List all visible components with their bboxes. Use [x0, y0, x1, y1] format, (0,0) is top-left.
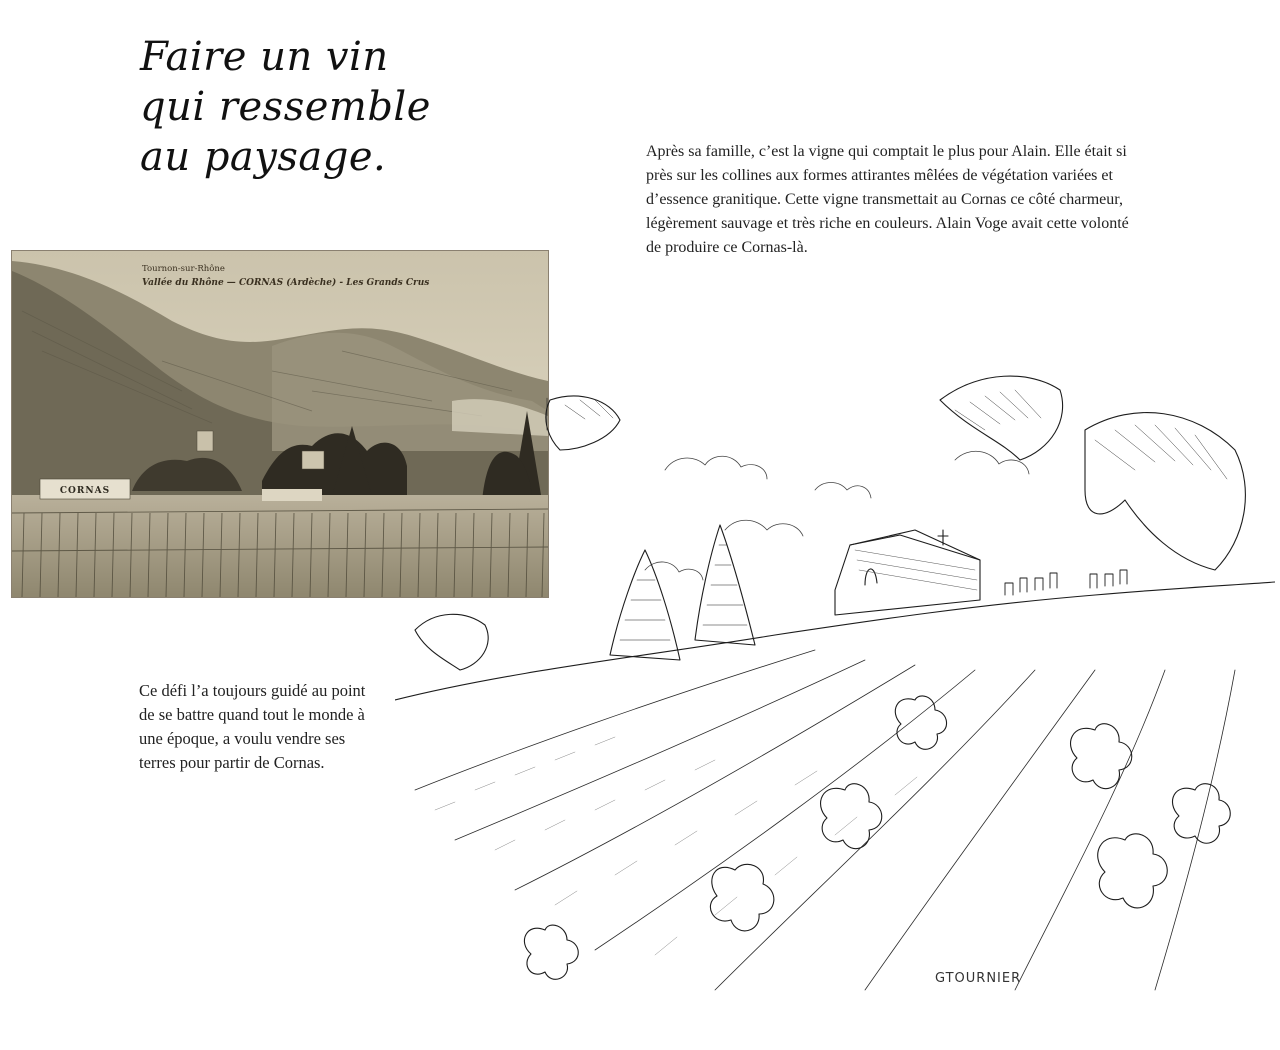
title-line-2: qui ressemble [140, 84, 431, 130]
vineyard-sketch-drawing [395, 370, 1275, 1010]
intro-paragraph: Après sa famille, c’est la vigne qui comptait le plus pour Alain. Elle était si près sur les collines aux formes attirantes mêlées de végétation variées et d’essence granitique. Cette vigne transmettait au Cornas ce côté charmeur, légèrement sauvage et très riche en couleurs. Alain Voge avait cette volonté de produire ce Cornas-là. [646, 143, 1129, 256]
sketch-clouds [645, 451, 1029, 580]
title-line-3: au paysage. [140, 134, 387, 180]
sketch-gravestones [1005, 570, 1127, 595]
title-line-1: Faire un vin [140, 34, 389, 80]
sketch-chapel [835, 530, 980, 615]
sketch-cypress-trees [610, 525, 755, 660]
sketch-grape-leaves-foreground [524, 696, 1230, 979]
postcard-caption-line-2: Vallée du Rhône — CORNAS (Ardèche) - Les Grands Crus [142, 278, 430, 288]
side-paragraph: Ce défi l’a toujours guidé au point de se battre quand tout le monde à une époque, a voulu vendre ses terres pour partir de Cornas. [139, 681, 366, 772]
postcard-caption-line-1: Tournon-sur-Rhône [142, 264, 225, 274]
vineyard-ink-sketch [395, 370, 1275, 1010]
sketch-vine-hatching [435, 737, 917, 955]
sketch-large-leaves-top [415, 376, 1245, 670]
page-title [140, 32, 431, 182]
sketch-signature: GTOURNIER [935, 971, 1022, 986]
postcard-wall-sign-text: CORNAS [59, 486, 111, 496]
sketch-leaf-hatching [565, 390, 1227, 479]
